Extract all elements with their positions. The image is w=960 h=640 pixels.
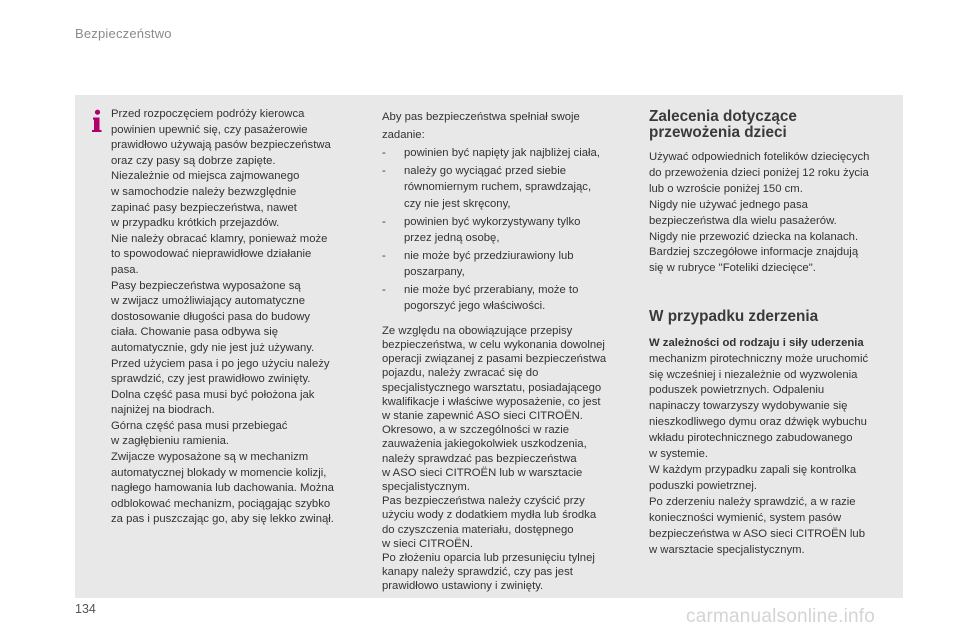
requirements-intro: Aby pas bezpieczeństwa spełniał swoje zadanie: — [382, 111, 580, 141]
child-transport-text: Używać odpowiednich fotelików dziecięcych do przewożenia dzieci poniżej 12 roku życia lub o wzroście poniżej 150 cm. Nigdy nie używać jednego pasa bezpieczeństwa dla wielu pasażerów. Nigdy nie przewozić dziecka na kolanach. Bardziej szczegółowe informacje znajdują się w rubryce "Foteliki dziecięce". — [649, 151, 870, 275]
watermark: carmanualsonline.info — [686, 606, 876, 627]
column-children-and-collision — [649, 109, 911, 558]
column-seatbelt-requirements — [382, 109, 642, 594]
list-item: - nie może być przerabiany, może to pogorszyć jego właściwości. — [382, 284, 579, 313]
info-icon — [88, 109, 104, 133]
seatbelt-usage-text: Przed rozpoczęciem podróży kierowca powinien upewnić się, czy pasażerowie prawidłowo używają pasów bezpieczeństwa oraz czy pasy są dobrze zapięte. Niezależnie od miejsca zajmowanego w samochodzie należy bezwzględnie zapinać pasy bezpieczeństwa, nawet w przypadku krótkich przejazdów. Nie należy obracać klamry, ponieważ może to spowodować nieprawidłowe działanie pasa. Pasy bezpieczeństwa wyposażone są w zwijacz umożliwiający automatyczne dostosowanie długości pasa do budowy ciała. Chowanie pasa odbywa się automatycznie, gdy nie jest już używany. Przed użyciem pasa i po jego użyciu należy sprawdzić, czy jest prawidłowo zwinięty. Dolna część pasa musi być położona jak najniżej na biodrach. Górna część pasa musi przebiegać w zagłębieniu ramienia. Zwijacze wyposażone są w mechanizm automatycznej blokady w momencie kolizji, nagłego hamowania lub dachowania. Można odblokować mechanizm, pociągając szybko za pas i puszczając go, aby się lekko zwinął. — [111, 108, 334, 526]
heading-collision: W przypadku zderzenia — [649, 308, 819, 326]
maintenance-text: Ze względu na obowiązujące przepisy bezpieczeństwa, w celu wykonania dowolnej operacji związanej z pasami bezpieczeństwa pojazdu, należy zwracać się do specjalistycznego warsztatu, posiadającego kwalifikacje i właściwe wyposażenie, co jest w stanie zapewnić ASO sieci CITROËN. Okresowo, a w szczególności w razie zauważenia jakiegokolwiek uszkodzenia, należy sprawdzać pas bezpieczeństwa w ASO sieci CITROËN lub w warsztacie specjalistycznym. Pas bezpieczeństwa należy czyścić przy użyciu wody z dodatkiem mydła lub środka do czyszczenia materiału, dostępnego w sieci CITROËN. Po złożeniu oparcia lub przesunięciu tylnej kanapy należy sprawdzić, czy pas jest prawidłowo ustawiony i zwinięty. — [382, 324, 607, 593]
column-seatbelt-usage — [111, 107, 373, 528]
requirements-list — [382, 145, 642, 315]
page-number: 134 — [75, 602, 96, 616]
list-item: - powinien być napięty jak najbliżej ciała, — [382, 147, 600, 160]
collision-text — [649, 336, 911, 559]
collision-lead: W zależności od rodzaju i siły uderzenia — [649, 336, 864, 349]
heading-child-transport: Zalecenia dotyczące przewożenia dzieci — [649, 108, 797, 141]
list-item: - nie może być przedziurawiony lub poszarpany, — [382, 249, 574, 279]
collision-body: mechanizm pirotechniczny może uruchomić się wcześniej i niezależnie od wyzwolenia poduszek powietrznych. Odpaleniu napinaczy towarzyszy wydobywanie się nieszkodliwego dymu oraz dźwięk wybuchu wkładu pirotechnicznego zabudowanego w systemie. W każdym przypadku zapali się kontrolka poduszki powietrznej. Po zderzeniu należy sprawdzić, a w razie konieczności wymienić, system pasów bezpieczeństwa w ASO sieci CITROËN lub w warsztacie specjalistycznym. — [649, 352, 869, 556]
list-item: - należy go wyciągać przed siebie równomiernym ruchem, sprawdzając, czy nie jest skręcony, — [382, 164, 592, 210]
section-title: Bezpieczeństwo — [75, 26, 172, 41]
list-item: - powinien być wykorzystywany tylko przez jedną osobę, — [382, 215, 581, 244]
